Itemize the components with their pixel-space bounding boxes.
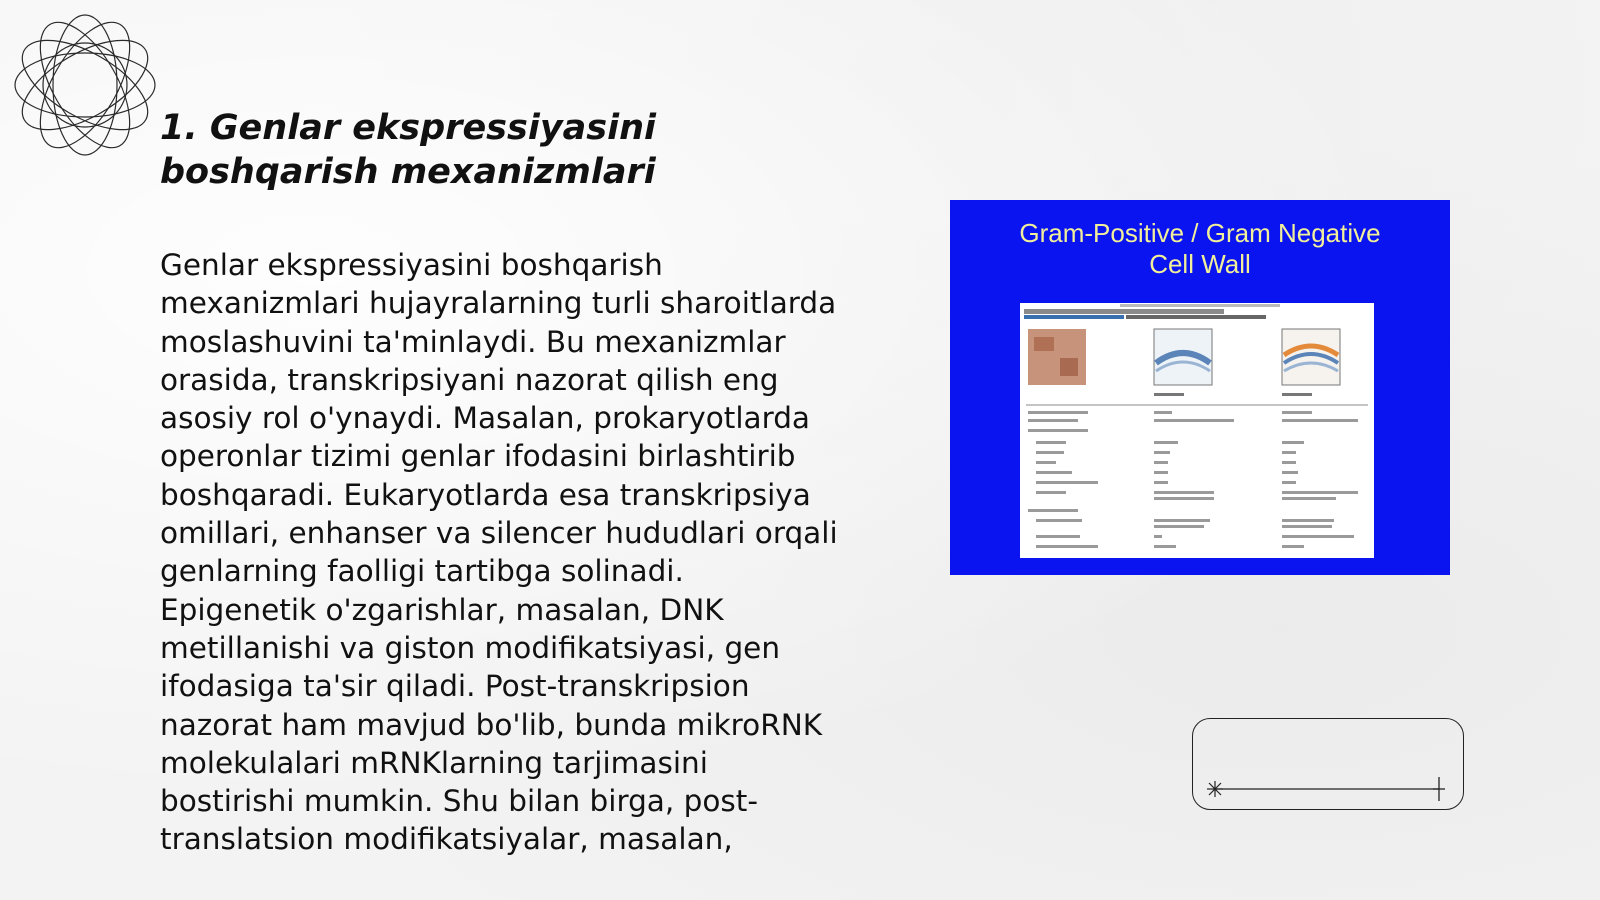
decorative-frame bbox=[1192, 718, 1464, 810]
slide-body-text: Genlar ekspressiyasini boshqarish mexanizmlari hujayralarning turli sharoitlarda moslashuvini ta'minlaydi. Bu mexanizmlar orasida, transkripsiyani nazorat qilish eng asosiy rol o'ynaydi. Masalan, prokaryotlarda operonlar tizimi genlar ifodasini birlashtirib boshqaradi. Eukaryotlarda esa transkripsiya omillari, enhanser va silencer hududlari orqali genlarning faolligi tartibga solinadi. Epigenetik o'zgarishlar, masalan, DNK metillanishi va giston modifikatsiyasi, gen ifodasiga ta'sir qiladi. Post-transkripsion nazorat ham mavjud bo'lib, bunda mikroRNK molekulalari mRNKlarning tarjimasini bostirishi mumkin. Shu bilan birga, post-translatsion modifikatsiyalar, masalan, bbox=[160, 248, 838, 857]
image-title bbox=[950, 218, 1450, 280]
image-title-line-1: Gram-Positive / Gram Negative bbox=[1019, 218, 1381, 248]
gram-cell-wall-image bbox=[950, 200, 1450, 575]
table-illustration bbox=[1020, 303, 1374, 558]
slide-title: 1. Genlar ekspressiyasini boshqarish mexanizmlari bbox=[160, 108, 657, 192]
comparison-table-picture bbox=[1020, 303, 1374, 558]
rings-ornament-icon bbox=[10, 10, 160, 160]
star-line-ornament-icon bbox=[1193, 719, 1465, 811]
image-title-line-2: Cell Wall bbox=[1149, 249, 1251, 279]
